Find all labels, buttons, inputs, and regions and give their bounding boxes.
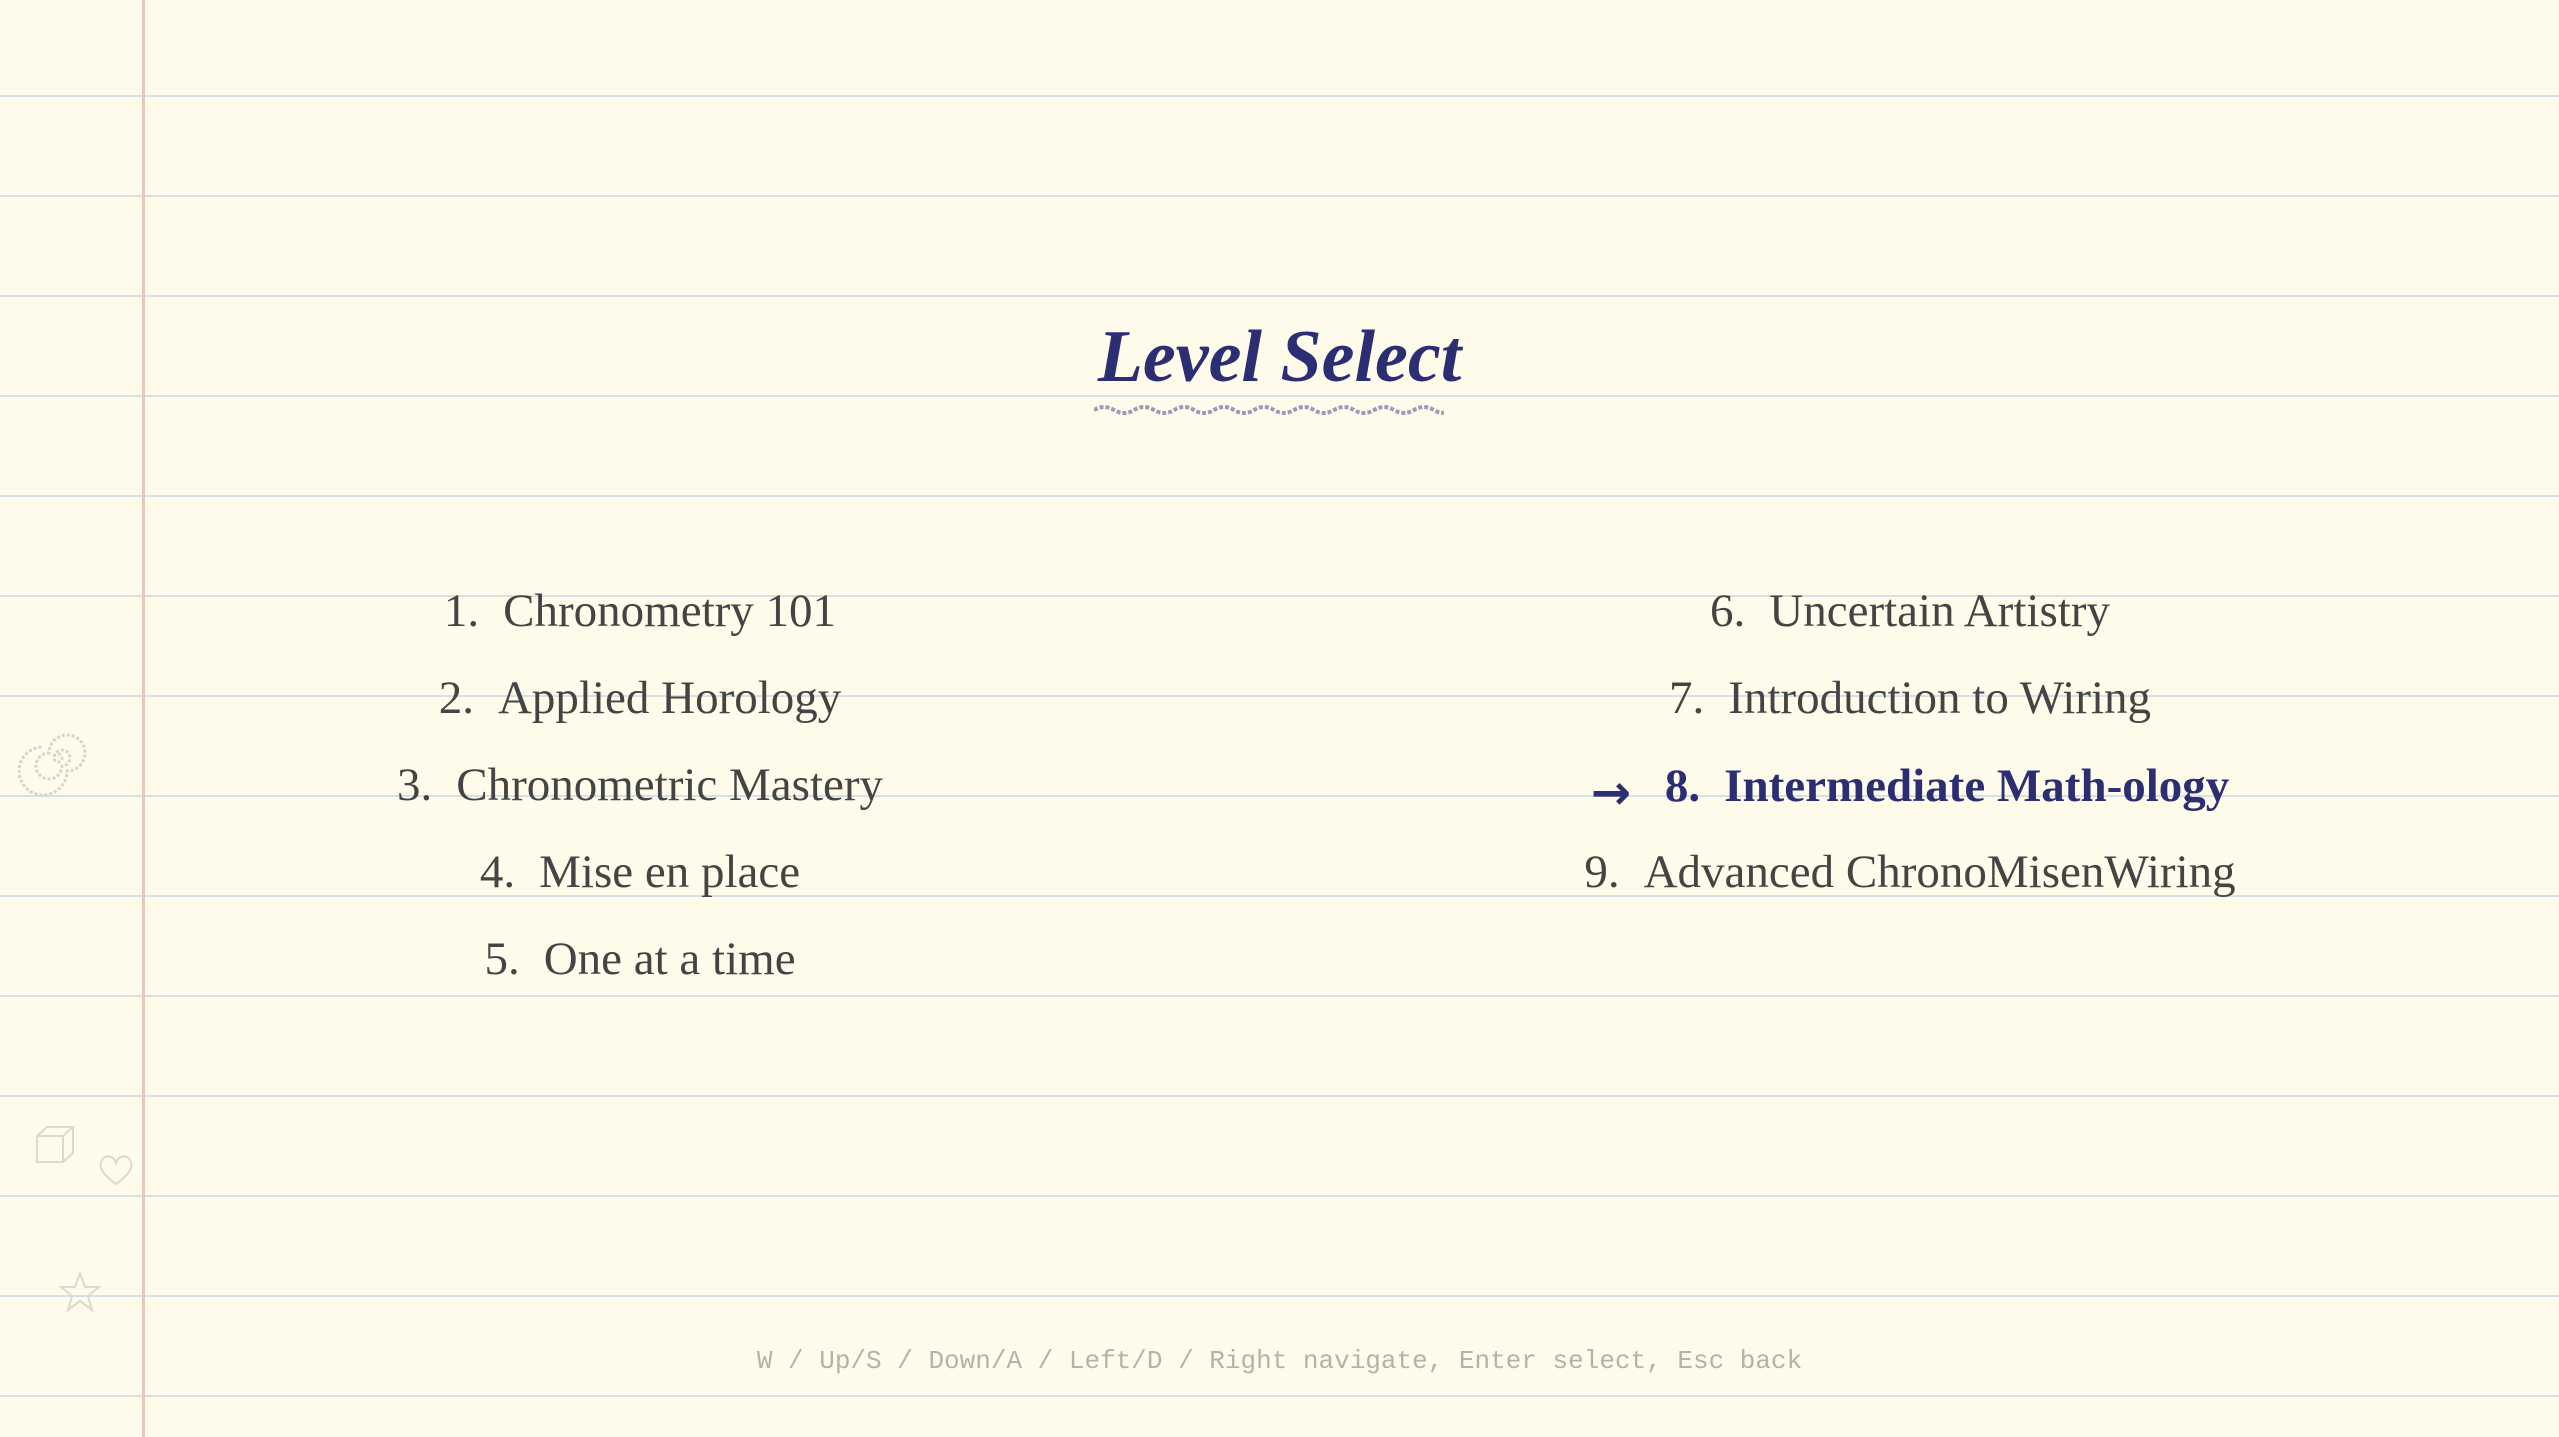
- controls-hint: W / Up/S / Down/A / Left/D / Right navigate, Enter select, Esc back: [756, 1346, 1803, 1376]
- level-number: 4.: [479, 846, 516, 898]
- level-name: Intermediate Math-ology: [1724, 760, 2230, 812]
- level-name: One at a time: [543, 933, 796, 985]
- level-list-right: [1460, 572, 2360, 920]
- level-name: Uncertain Artistry: [1769, 585, 2110, 637]
- title-squiggle-underline: [1094, 402, 1444, 418]
- page-title: [1098, 312, 1462, 402]
- level-name: Mise en place: [539, 846, 801, 898]
- level-list-left: [190, 572, 1090, 1007]
- level-item-2[interactable]: [190, 659, 1090, 746]
- level-number: 2.: [438, 672, 474, 724]
- level-name: Applied Horology: [497, 672, 842, 724]
- level-number: 5.: [484, 933, 520, 985]
- level-number: 6.: [1710, 585, 1746, 637]
- level-name: Chronometry 101: [503, 585, 837, 637]
- cube-icon: [34, 1124, 78, 1168]
- level-item-5[interactable]: [190, 920, 1090, 1007]
- level-item-9[interactable]: [1460, 833, 2360, 920]
- level-item-1[interactable]: [190, 572, 1090, 659]
- level-item-8-selected[interactable]: [1460, 746, 2360, 833]
- level-item-6[interactable]: [1460, 572, 2360, 659]
- heart-icon: [96, 1152, 136, 1188]
- level-number: 7.: [1668, 672, 1705, 724]
- level-name: Chronometric Mastery: [456, 759, 884, 811]
- level-number: 9.: [1584, 846, 1620, 898]
- level-name: Advanced ChronoMisenWiring: [1643, 846, 2236, 898]
- star-icon: [58, 1270, 102, 1314]
- notebook-margin-line: [142, 0, 145, 1437]
- arrow-right-icon: →: [1590, 765, 1631, 821]
- page-title-text: Level Select: [1097, 316, 1462, 398]
- level-name: Introduction to Wiring: [1728, 672, 2152, 724]
- level-number: 8.: [1664, 760, 1701, 812]
- level-number: 1.: [443, 585, 480, 637]
- spiral-icon: [18, 718, 98, 798]
- level-number: 3.: [396, 759, 433, 811]
- title-area: [0, 312, 2559, 402]
- level-item-7[interactable]: [1460, 659, 2360, 746]
- level-item-4[interactable]: [190, 833, 1090, 920]
- level-item-3[interactable]: [190, 746, 1090, 833]
